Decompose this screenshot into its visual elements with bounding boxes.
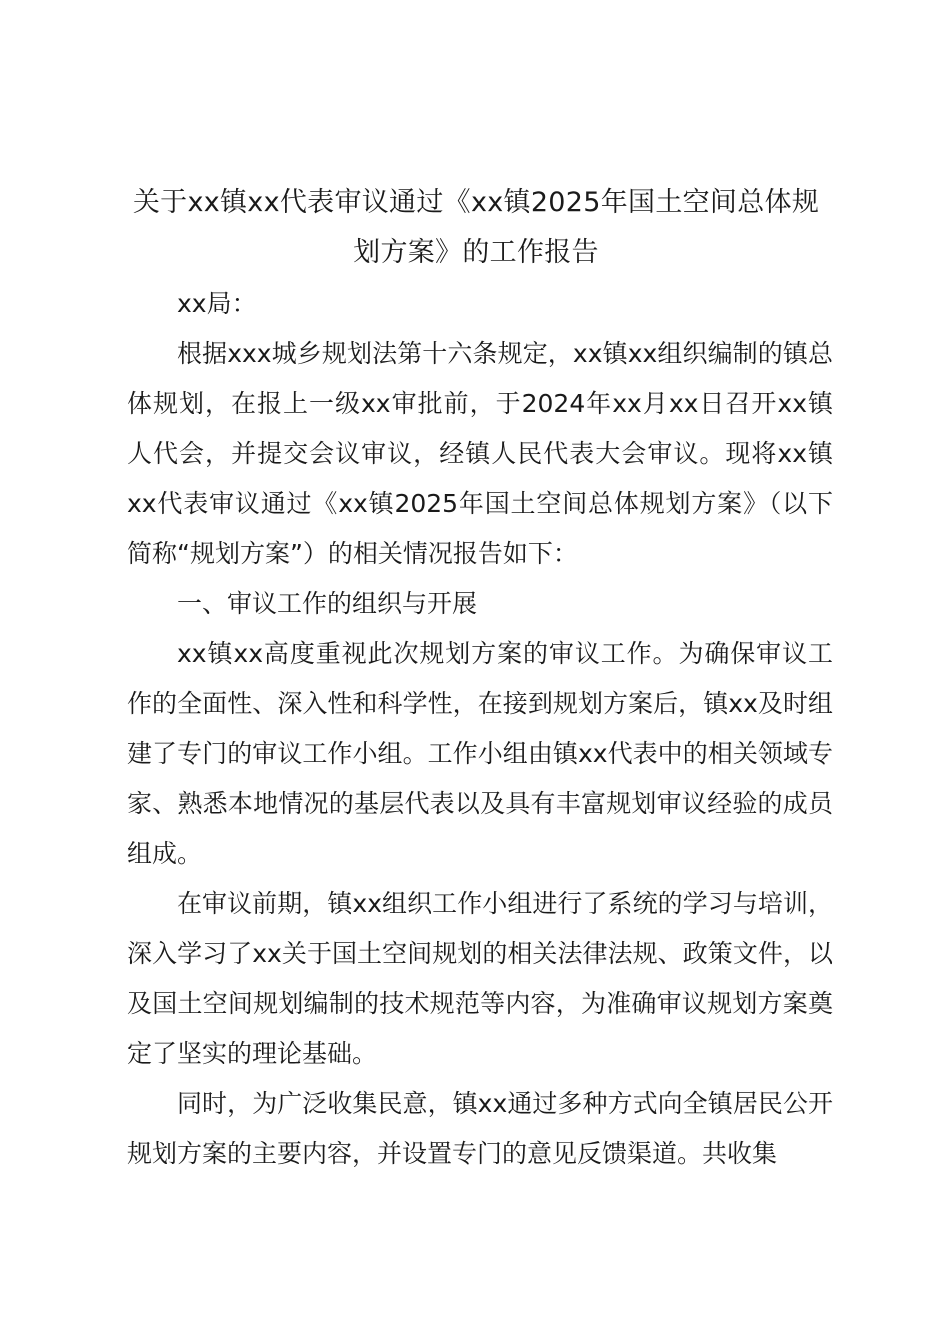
document-title: 关于xx镇xx代表审议通过《xx镇2025年国土空间总体规划方案》的工作报告 (132, 187, 820, 268)
document-body (127, 279, 833, 1179)
section-heading: 一、审议工作的组织与开展 (177, 589, 478, 618)
salutation: xx局： (177, 289, 257, 318)
paragraph: xx镇xx高度重视此次规划方案的审议工作。为确保审议工作的全面性、深入性和科学性，在接到规划方案后，镇xx及时组建了专门的审议工作小组。工作小组由镇xx代表中的相关领域专家、熟悉本地情况的基层代表以及具有丰富规划审议经验的成员组成。 (127, 639, 833, 868)
paragraph-intro: 根据xxx城乡规划法第十六条规定，xx镇xx组织编制的镇总体规划，在报上一级xx审批前，于2024年xx月xx日召开xx镇人代会，并提交会议审议，经镇人民代表大会审议。现将xx镇xx代表审议通过《xx镇2025年国土空间总体规划方案》（以下简称“规划方案”）的相关情况报告如下： (127, 339, 833, 568)
paragraph: 同时，为广泛收集民意，镇xx通过多种方式向全镇居民公开规划方案的主要内容，并设置专门的意见反馈渠道。共收集 (127, 1089, 833, 1168)
paragraph: 在审议前期，镇xx组织工作小组进行了系统的学习与培训，深入学习了xx关于国土空间规划的相关法律法规、政策文件，以及国土空间规划编制的技术规范等内容，为准确审议规划方案奠定了坚实的理论基础。 (127, 889, 833, 1068)
